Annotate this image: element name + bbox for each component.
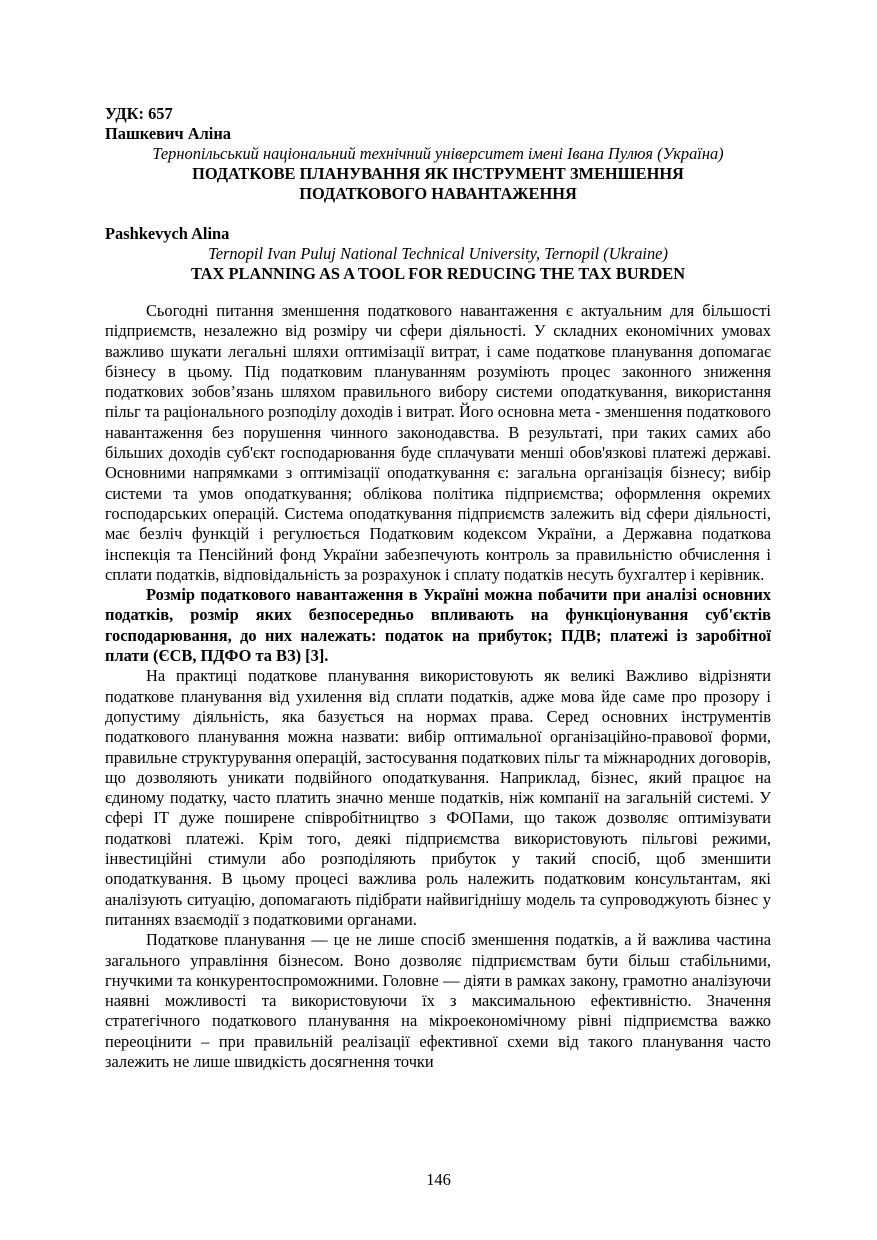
udk-code: УДК: 657 (105, 104, 173, 123)
author-name-en: Pashkevych Alina (105, 224, 230, 243)
affiliation-ua: Тернопільський національний технічний університет імені Івана Пулюя (Україна) (152, 144, 724, 163)
page-number: 146 (426, 1170, 451, 1189)
article-title-ua-line-1: ПОДАТКОВЕ ПЛАНУВАННЯ ЯК ІНСТРУМЕНТ ЗМЕНШЕННЯ (192, 164, 684, 183)
body-paragraph-4: Податкове планування — це не лише спосіб зменшення податків, а й важлива частина загального управління бізнесом. Воно дозволяє підприємствам бути більш стабільними, гнучкими та конкурентоспроможними. Головне — діяти в рамках закону, грамотно аналізуючи наявні можливості та використовуючи їх з максимальною ефективністю. Значення стратегічного податкового планування на мікроекономічному рівні підприємства важко переоцінити – при правильній реалізації ефективної схеми від такого планування часто залежить не лише швидкість досягнення точки (105, 930, 771, 1071)
article-title-ua-line-2: ПОДАТКОВОГО НАВАНТАЖЕННЯ (299, 184, 577, 203)
body-paragraph-2: Розмір податкового навантаження в Україні можна побачити при аналізі основних податків, розмір яких безпосередньо впливають на функціонування суб'єктів господарювання, до них належать: податок на прибуток; ПДВ; платежі із заробітної плати (ЄСВ, ПДФО та ВЗ) [3]. (105, 585, 771, 666)
body-paragraph-3: На практиці податкове планування використовують як великі Важливо відрізняти податкове планування від ухилення від сплати податків, адже мова йде саме про прозору і допустиму діяльність, яка базується на нормах права. Серед основних інструментів податкового планування можна назвати: вибір оптимальної організаційно-правової форми, правильне структурування операцій, застосування податкових пільг та міжнародних договорів, що дозволяють уникати подвійного оподаткування. Наприклад, бізнес, який працює на єдиному податку, часто платить значно менше податків, ніж компанії на загальній системі. У сфері ІТ дуже поширене співробітництво з ФОПами, що також дозволяє оптимізувати податкові платежі. Крім того, деякі підприємства використовують пільгові режими, інвестиційні стимули або розподіляють прибуток у такий спосіб, щоб зменшити оподаткування. В цьому процесі важлива роль належить податковим консультантам, які аналізують ситуацію, допомагають підібрати найвигіднішу модель та супроводжують бізнес у питаннях взаємодії з податковими органами. (105, 666, 771, 929)
body-paragraph-1: Сьогодні питання зменшення податкового навантаження є актуальним для більшості підприємств, незалежно від розміру чи сфери діяльності. У складних економічних умовах важливо шукати легальні шляхи оптимізації витрат, і саме податкове планування допомагає бізнесу в цьому. Під податковим плануванням розуміють процес законного зниження податкових зобов’язань шляхом правильного вибору системи оподаткування, використання пільг та раціонального розподілу доходів і витрат. Його основна мета - зменшення податкового навантаження без порушення чинного законодавства. В результаті, при таких самих або більших доходів суб'єкт господарювання буде сплачувати менші обов'язкові платежі державі. Основними напрямками з оптимізації оподаткування є: загальна організація бізнесу; вибір системи та умов оподаткування; облікова політика підприємства; оформлення окремих господарських операцій. Система оподаткування підприємств залежить від сфери діяльності, має безліч функцій і регулюється Податковим кодексом України, а Державна податкова інспекція та Пенсійний фонд України забезпечують контроль за правильністю обчислення і сплати податків, відповідальність за розрахунок і сплату податків несуть бухгалтер і керівник. (105, 301, 771, 584)
affiliation-en: Ternopil Ivan Puluj National Technical University, Ternopil (Ukraine) (208, 244, 668, 263)
spacer (105, 284, 771, 301)
author-name-ua: Пашкевич Аліна (105, 124, 231, 143)
spacer (105, 204, 771, 224)
article-page (105, 104, 771, 1072)
article-title-en: TAX PLANNING AS A TOOL FOR REDUCING THE TAX BURDEN (190, 264, 686, 283)
